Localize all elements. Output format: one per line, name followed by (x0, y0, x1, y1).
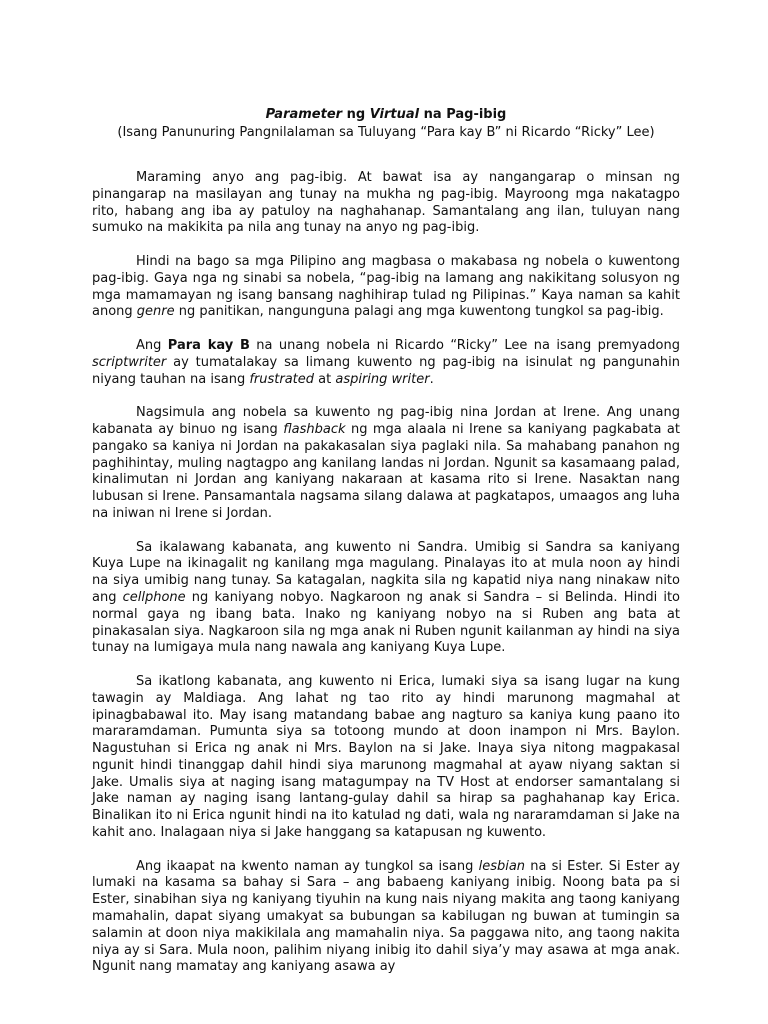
paragraph-text-segment: cellphone (122, 589, 186, 605)
title-part: ng (342, 107, 370, 122)
body-paragraph (92, 254, 680, 321)
paragraph-text-segment: flashback (283, 421, 346, 437)
document-title (92, 106, 680, 124)
paragraph-text-segment: ng mga alaala ni Irene sa kaniyang pagkabata at pangako sa kaniya ni Jordan na pakakasalan siya paglaki nila. Sa mahabang panahon ng paghihintay, muling nagtagpo ang kanilang landas ni Jordan. Ngunit sa kasamaang palad, kinalimutan ni Jordan ang kaniyang nakaraan at kasama rito si Irene. Nasaktan nang lubusan si Irene. Pansamantala nagsama silang dalawa at pagkatapos, umaagos ang luha na iniwan ni Irene si Jordan. (92, 421, 680, 521)
paragraph-text-segment: na si Ester. Si Ester ay lumaki na kasama sa bahay si Sara – ang babaeng kaniyang inibig. Noong bata pa si Ester, sinabihan siya ng kaniyang tiyuhin na kung nais niyang makita ang taong kaniyang mamahalin, dapat siyang umakyat sa bubungan sa kabilugan ng buwan at tumingin sa salamin at doon niya makikilala ang mamahalin niya. Sa paggawa nito, ang taong nakita niya ay si Sara. Mula noon, palihim niyang inibig ito dahil siya’y may asawa at mga anak. Ngunit nang mamatay ang kaniyang asawa ay (92, 858, 681, 975)
paragraph-text-segment: Sa ikalawang kabanata, ang kuwento ni Sandra. Umibig si Sandra sa kaniyang Kuya Lupe na ikinagalit ng kanilang mga magulang. Pinalayas ito at mula noon ay hindi na siya umibig nang tunay. Sa katagalan, nagkita sila ng kapatid niya nang ninakaw nito ang (92, 539, 680, 605)
title-part: Parameter (265, 107, 343, 122)
body-paragraph (92, 170, 680, 237)
paragraph-text-segment: lesbian (478, 858, 526, 874)
paragraph-text-segment: Hindi na bago sa mga Pilipino ang magbasa o makabasa ng nobela o kuwentong pag-ibig. Gaya nga ng sinabi sa nobela, “pag-ibig na lamang ang nakikitang solusyon ng mga mamamayan ng isang bansang naghihirap tulad ng Pilipinas.” Kaya naman sa kahit anong (92, 253, 680, 320)
paragraph-text-segment: na unang nobela ni Ricardo “Ricky” Lee na isang premyadong (249, 337, 680, 353)
paragraph-text-segment: aspiring writer (335, 371, 430, 387)
paragraph-text-segment: Ang ikaapat na kwento naman ay tungkol sa isang (136, 858, 479, 874)
body-paragraph (92, 859, 680, 977)
paragraph-text-segment: ng panitikan, nangunguna palagi ang mga kuwentong tungkol sa pag-ibig. (174, 304, 664, 320)
paragraph-text-segment: scriptwriter (92, 354, 167, 370)
paragraph-text-segment: Ang (136, 337, 168, 353)
document-body (92, 170, 680, 976)
paragraph-text-segment: frustrated (249, 371, 315, 387)
paragraph-text-segment: Para kay B (167, 337, 250, 353)
paragraph-text-segment: Sa ikatlong kabanata, ang kuwento ni Erica, lumaki siya sa isang lugar na kung tawagin ay Maldiaga. Ang lahat ng tao rito ay hindi marunong magmahal at ipinagbabawal ito. May isang matandang babae ang nagturo sa kaniya kung paano ito mararamdaman. Pumunta siya sa totoong mundo at doon inampon ni Mrs. Baylon. Nagustuhan si Erica ng anak ni Mrs. Baylon na si Jake. Inaya siya nitong magpakasal ngunit hindi tinanggap dahil hindi siya marunong magmahal at ayaw niyang saktan si Jake. Umalis siya at naging isang matagumpay na TV Host at endorser samantalang si Jake naman ay naging isang lantang-gulay dahil sa hirap sa paghahanap kay Erica. Binalikan ito ni Erica ngunit hindi na ito katulad ng dati, wala ng nararamdaman si Jake na kahit ano. Inalagaan niya si Jake hanggang sa katapusan ng kuwento. (92, 673, 680, 841)
paragraph-text-segment: Nagsimula ang nobela sa kuwento ng pag-ibig nina Jordan at Irene. Ang unang kabanata ay binuo ng isang (92, 405, 680, 437)
paragraph-text-segment: . (429, 371, 434, 387)
paragraph-text-segment: at (314, 371, 336, 387)
paragraph-text-segment: ng kaniyang nobyo. Nagkaroon ng anak si Sandra – si Belinda. Hindi ito normal gaya ng ibang bata. Inako ng kaniyang nobyo na si Ruben ang bata at pinakasalan siya. Nagkaroon sila ng mga anak ni Ruben ngunit kailanman ay hindi na siya tunay na lumigaya mula nang nawala ang kaniyang Kuya Lupe. (92, 589, 680, 656)
paragraph-text-segment: genre (136, 304, 175, 320)
body-paragraph (92, 338, 680, 388)
body-paragraph (92, 405, 680, 523)
body-paragraph (92, 674, 680, 842)
title-part: na Pag-ibig (419, 107, 507, 122)
paragraph-text-segment: ay tumatalakay sa limang kuwento ng pag-ibig na isinulat ng pangunahin niyang tauhan na isang (92, 354, 680, 387)
title-part: Virtual (369, 107, 420, 122)
title-block (92, 106, 680, 142)
document-subtitle: (Isang Panunuring Pangnilalaman sa Tuluyang “Para kay B” ni Ricardo “Ricky” Lee) (117, 125, 655, 140)
paragraph-text-segment: Maraming anyo ang pag-ibig. At bawat isa ay nangangarap o minsan ng pinangarap na masilayan ang tunay na mukha ng pag-ibig. Mayroong mga nakatagpo rito, habang ang iba ay patuloy na naghahanap. Samantalang ang ilan, tuluyan nang sumuko na makikita pa nila ang tunay na anyo ng pag-ibig. (92, 170, 680, 236)
body-paragraph (92, 540, 680, 658)
